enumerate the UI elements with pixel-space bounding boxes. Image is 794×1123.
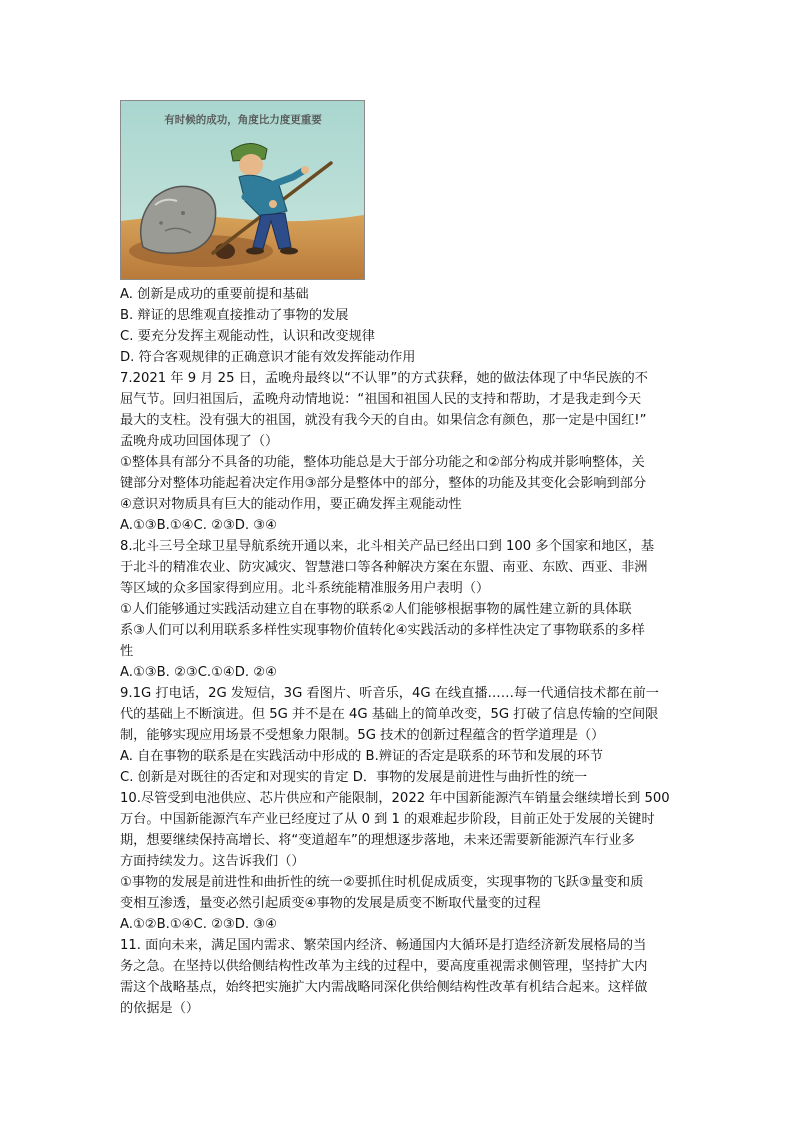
q9-option-line: C. 创新是对既往的否定和对现实的肯定 D．事物的发展是前进性与曲折性的统一 bbox=[120, 770, 588, 785]
q7-statement-line: ④意识对物质具有巨大的能动作用，要正确发挥主观能动性 bbox=[120, 497, 462, 512]
q9-stem-line: 制，能够实现应用场景不受想象力限制。5G 技术的创新过程蕴含的哲学道理是（） bbox=[120, 728, 605, 743]
q6-option-c: C. 要充分发挥主观能动性，认识和改变规律 bbox=[120, 329, 375, 344]
q7-stem-line: 屈气节。回归祖国后，孟晚舟动情地说：“祖国和祖国人民的支持和帮助，才是我走到今天 bbox=[120, 392, 642, 407]
cartoon-illustration bbox=[120, 100, 365, 280]
q10-stem-line: 期，想要继续保持高增长、将“变道超车”的理想逐步落地，未来还需要新能源汽车行业多 bbox=[120, 833, 635, 848]
q8-statement-line: 性 bbox=[120, 644, 134, 659]
q8-stem-line: 8.北斗三号全球卫星导航系统开通以来，北斗相关产品已经出口到 100 多个国家和地区，基 bbox=[120, 539, 655, 554]
q10-stem-line: 方面持续发力。这告诉我们（） bbox=[120, 854, 305, 869]
q8-statement-line: 系③人们可以利用联系多样性实现事物价值转化④实践活动的多样性决定了事物联系的多样 bbox=[120, 623, 645, 638]
q8-statement-line: ①人们能够通过实践活动建立自在事物的联系②人们能够根据事物的属性建立新的具体联 bbox=[120, 602, 632, 617]
q7-stem-line: 最大的支柱。没有强大的祖国，就没有我今天的自由。如果信念有颜色，那一定是中国红!” bbox=[120, 413, 647, 428]
q10-stem-line: 万台。中国新能源汽车产业已经度过了从 0 到 1 的艰难起步阶段，目前正处于发展的关键时 bbox=[120, 812, 655, 827]
q8-choices: A.①③B. ②③C.①④D. ②④ bbox=[120, 665, 277, 680]
q10-statement-line: ①事物的发展是前进性和曲折性的统一②要抓住时机促成质变，实现事物的飞跃③量变和质 bbox=[120, 875, 644, 890]
q8-stem-line: 等区域的众多国家得到应用。北斗系统能精准服务用户表明（） bbox=[120, 581, 490, 596]
q7-statement-line: ①整体具有部分不具备的功能，整体功能总是大于部分功能之和②部分构成并影响整体，关 bbox=[120, 455, 645, 470]
q7-choices: A.①③B.①④C. ②③D. ③④ bbox=[120, 518, 277, 533]
q11-stem-line: 务之急。在坚持以供给侧结构性改革为主线的过程中，要高度重视需求侧管理，坚持扩大内 bbox=[120, 959, 648, 974]
q8-stem-line: 于北斗的精准农业、防灾减灾、智慧港口等各种解决方案在东盟、南亚、东欧、西亚、非洲 bbox=[120, 560, 648, 575]
q11-stem-line: 的依据是（） bbox=[120, 1001, 200, 1016]
q6-option-b: B. 辩证的思维观直接推动了事物的发展 bbox=[120, 308, 349, 323]
q10-stem-line: 10.尽管受到电池供应、芯片供应和产能限制，2022 年中国新能源汽车销量会继续增长到 500 bbox=[120, 791, 670, 806]
q7-statement-line: 键部分对整体功能起着决定作用③部分是整体中的部分，整体的功能及其变化会影响到部分 bbox=[120, 476, 647, 491]
q11-stem-line: 11. 面向未来，满足国内需求、繁荣国内经济、畅通国内大循环是打造经济新发展格局的当 bbox=[120, 938, 647, 953]
q9-stem-line: 代的基础上不断演进。但 5G 并不是在 4G 基础上的简单改变，5G 打破了信息传输的空间限 bbox=[120, 707, 659, 722]
q6-option-d: D. 符合客观规律的正确意识才能有效发挥能动作用 bbox=[120, 350, 416, 365]
q7-stem-line: 孟晚舟成功回国体现了（） bbox=[120, 434, 279, 449]
cartoon-caption: 有时候的成功，角度比力度更重要 bbox=[164, 114, 322, 126]
q6-option-a: A. 创新是成功的重要前提和基础 bbox=[120, 287, 309, 302]
q9-stem-line: 9.1G 打电话，2G 发短信，3G 看图片、听音乐，4G 在线直播……每一代通信技术都在前一 bbox=[120, 686, 659, 701]
question-text-block bbox=[120, 284, 690, 1019]
q10-statement-line: 变相互渗透，量变必然引起质变④事物的发展是质变不断取代量变的过程 bbox=[120, 896, 541, 911]
q7-stem-line: 7.2021 年 9 月 25 日，孟晚舟最终以“不认罪”的方式获释，她的做法体现了中华民族的不 bbox=[120, 371, 648, 386]
q10-choices: A.①②B.①④C. ②③D. ③④ bbox=[120, 917, 277, 932]
q11-stem-line: 需这个战略基点，始终把实施扩大内需战略同深化供给侧结构性改革有机结合起来。这样做 bbox=[120, 980, 648, 995]
q9-option-line: A. 自在事物的联系是在实践活动中形成的 B.辨证的否定是联系的环节和发展的环节 bbox=[120, 749, 603, 764]
